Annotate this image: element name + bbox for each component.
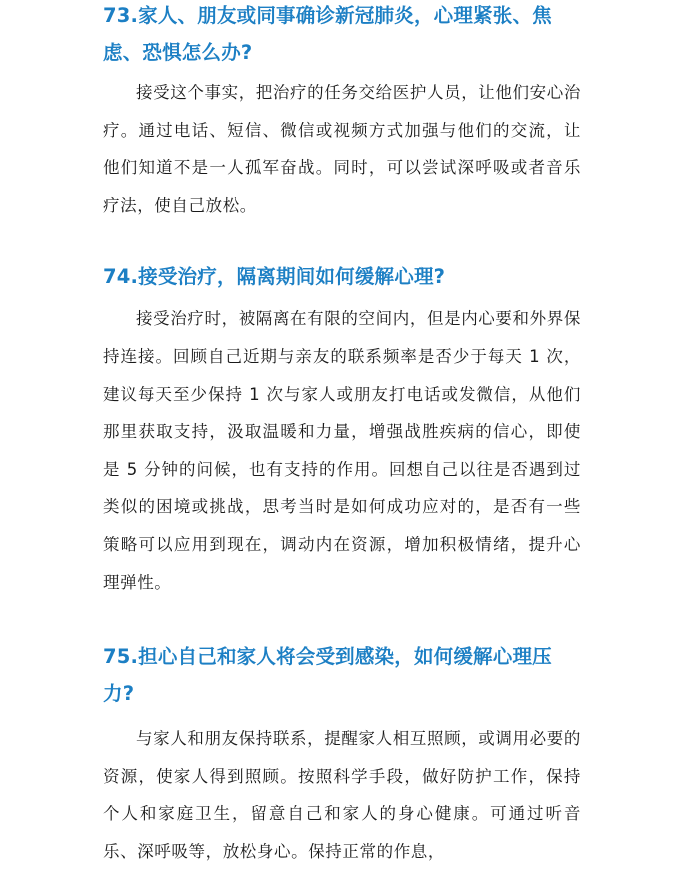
qa-section-74 [103,258,581,601]
question-heading-74: 74.接受治疗，隔离期间如何缓解心理? [103,265,446,289]
qa-section-75 [103,638,581,870]
document-page [103,0,581,871]
qa-section-73 [103,0,581,224]
answer-paragraph-73: 接受这个事实，把治疗的任务交给医护人员，让他们安心治疗。通过电话、短信、微信或视频方式加强与他们的交流，让他们知道不是一人孤军奋战。同时，可以尝试深呼吸或者音乐疗法，使自己放松。 [103,83,581,215]
answer-paragraph-75: 与家人和朋友保持联系，提醒家人相互照顾，或调用必要的资源，使家人得到照顾。按照科学手段，做好防护工作，保持个人和家庭卫生，留意自己和家人的身心健康。可通过听音乐、深呼吸等，放松身心。保持正常的作息， [103,729,581,861]
question-heading-75: 75.担心自己和家人将会受到感染，如何缓解心理压力? [103,645,552,706]
question-heading-73: 73.家人、朋友或同事确诊新冠肺炎，心理紧张、焦虑、恐惧怎么办? [103,4,552,64]
answer-paragraph-74: 接受治疗时，被隔离在有限的空间内，但是内心要和外界保持连接。回顾自己近期与亲友的联系频率是否少于每天 1 次，建议每天至少保持 1 次与家人或朋友打电话或发微信，从他们那里获取支持，汲取温暖和力量，增强战胜疾病的信心，即使是 5 分钟的问候，也有支持的作用。回想自己以往是否遇到过类似的困境或挑战，思考当时是如何成功应对的，是否有一些策略可以应用到现在，调动内在资源，增加积极情绪，提升心理弹性。 [103,309,581,592]
